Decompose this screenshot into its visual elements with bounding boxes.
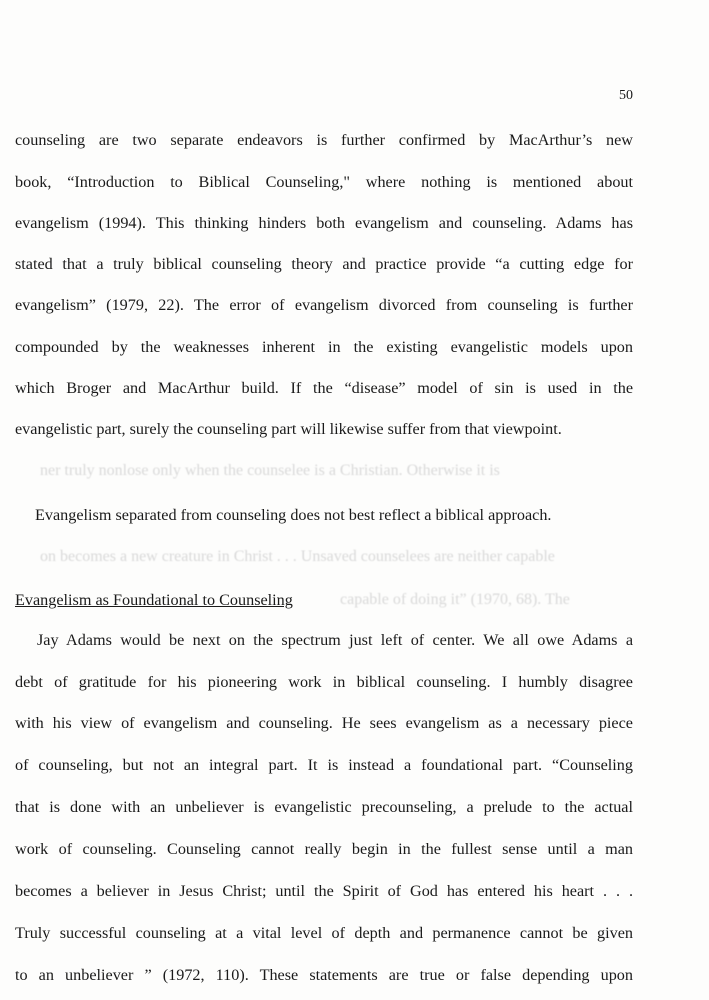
paragraph-line: of counseling, but not an integral part. It is instead a foundational part. “Counseling xyxy=(15,756,633,774)
paragraph-line: work of counseling. Counseling cannot really begin in the fullest sense until a man xyxy=(15,840,633,858)
paragraph-line: that is done with an unbeliever is evangelistic precounseling, a prelude to the actual xyxy=(15,798,633,816)
summary-sentence: Evangelism separated from counseling does not best reflect a biblical approach. xyxy=(35,506,552,524)
paragraph-line: becomes a believer in Jesus Christ; until the Spirit of God has entered his heart . . . xyxy=(15,882,633,900)
paragraph-line: book, “Introduction to Biblical Counseling," where nothing is mentioned about xyxy=(15,173,633,191)
paragraph-line: evangelism” (1979, 22). The error of evangelism divorced from counseling is further xyxy=(15,296,633,314)
paragraph-line: stated that a truly biblical counseling theory and practice provide “a cutting edge for xyxy=(15,255,633,273)
paragraph-line: evangelism (1994). This thinking hinders both evangelism and counseling. Adams has xyxy=(15,214,633,232)
page-number: 50 xyxy=(619,88,633,103)
paragraph-line: evangelistic part, surely the counseling part will likewise suffer from that viewpoint. xyxy=(15,420,562,438)
paragraph-line: with his view of evangelism and counseling. He sees evangelism as a necessary piece xyxy=(15,714,633,732)
bleed-through-text: on becomes a new creature in Christ . . . Unsaved counselees are neither capable xyxy=(40,548,555,565)
paragraph-line: counseling are two separate endeavors is further confirmed by MacArthur’s new xyxy=(15,131,633,149)
bleed-through-text: capable of doing it” (1970, 68). The xyxy=(340,591,570,608)
paragraph-line: to an unbeliever ” (1972, 110). These statements are true or false depending upon xyxy=(15,966,633,984)
bleed-through-text: ner truly nonlose only when the counselee is a Christian. Otherwise it is xyxy=(40,462,500,479)
paragraph-line: debt of gratitude for his pioneering work in biblical counseling. I humbly disagree xyxy=(15,673,633,691)
paragraph-line: Truly successful counseling at a vital level of depth and permanence cannot be given xyxy=(15,924,633,942)
section-heading: Evangelism as Foundational to Counseling xyxy=(15,591,293,609)
paragraph-line: compounded by the weaknesses inherent in the existing evangelistic models upon xyxy=(15,338,633,356)
paragraph-line: which Broger and MacArthur build. If the “disease” model of sin is used in the xyxy=(15,379,633,397)
paragraph-line: Jay Adams would be next on the spectrum just left of center. We all owe Adams a xyxy=(37,631,633,649)
